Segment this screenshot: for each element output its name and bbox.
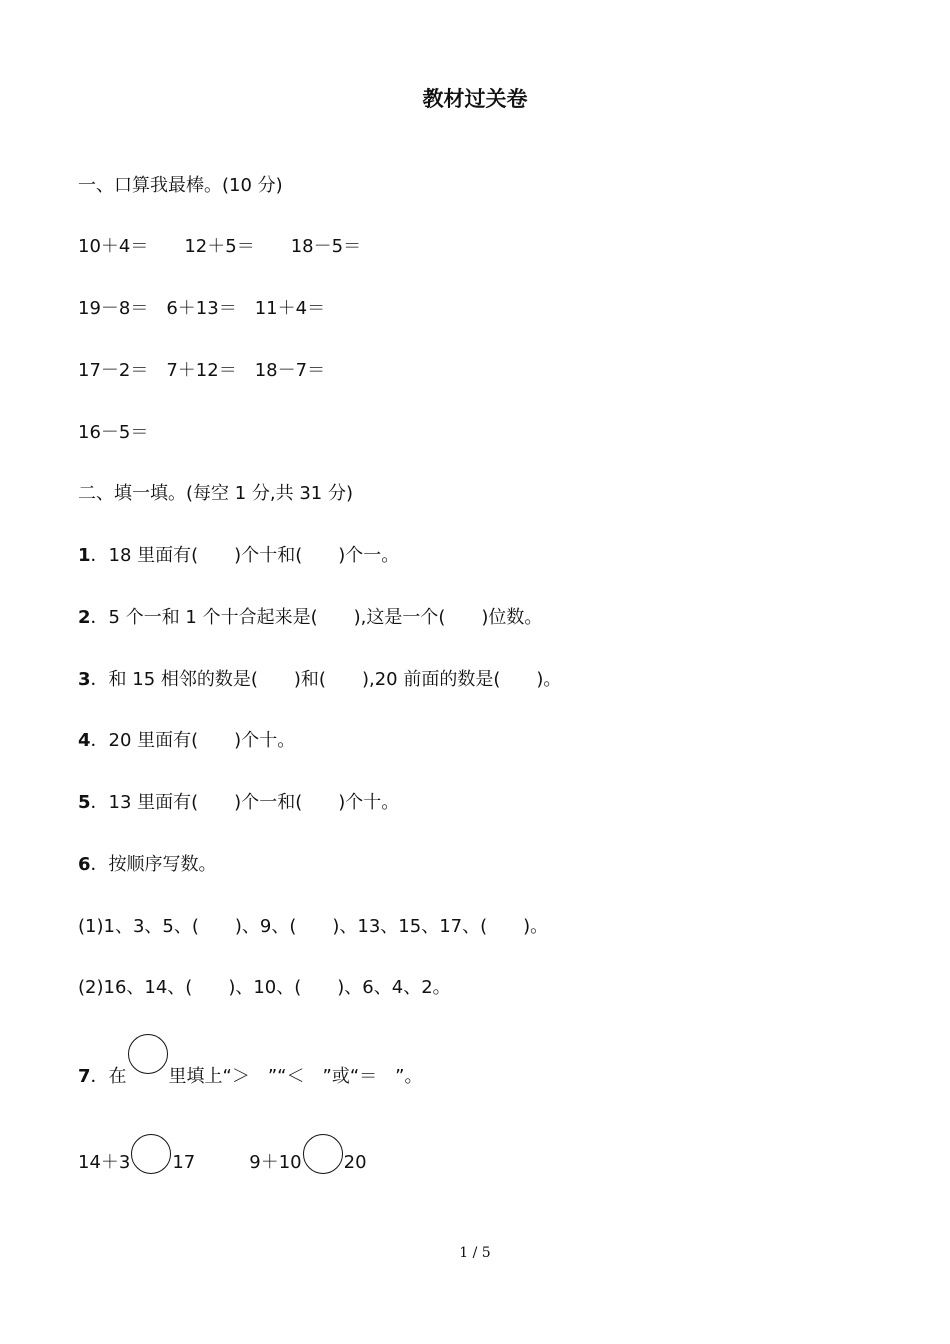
- calc-row-4: 16－5＝: [78, 422, 149, 443]
- comparison-a-left: 14＋3: [78, 1152, 131, 1173]
- question-3: [78, 667, 561, 693]
- question-text: ．5 个一和 1 个十合起来是( ),这是一个( )位数。: [90, 607, 543, 628]
- comparison-b-left: 9＋10: [249, 1152, 302, 1173]
- question-text: ．18 里面有( )个十和( )个一。: [90, 545, 400, 566]
- question-1: [78, 543, 399, 569]
- calc-row-3: 17－2＝ 7＋12＝ 18－7＝: [78, 360, 326, 381]
- question-number: 1: [78, 545, 91, 566]
- question-text: ．和 15 相邻的数是( )和( ),20 前面的数是( )。: [90, 669, 562, 690]
- comparison-b-right: 20: [343, 1152, 367, 1173]
- question-text-post: 里填上“＞ ”“＜ ”或“＝ ”。: [168, 1066, 423, 1087]
- question-7: [78, 1050, 422, 1090]
- question-4: [78, 728, 295, 754]
- question-5: [78, 790, 399, 816]
- question-6-part-1: (1)1、3、5、( )、9、( )、13、15、17、( )。: [78, 916, 549, 937]
- section1-heading: 一、口算我最棒。(10 分): [78, 175, 283, 196]
- comparison-row: [78, 1136, 367, 1176]
- question-text-pre: ．在: [90, 1066, 127, 1087]
- comparison-circle-icon: [128, 1034, 168, 1074]
- question-number: 3: [78, 669, 91, 690]
- question-number: 6: [78, 854, 91, 875]
- question-number: 2: [78, 607, 91, 628]
- page-number: 1 / 5: [459, 1245, 491, 1261]
- question-6-part-2: (2)16、14、( )、10、( )、6、4、2。: [78, 977, 451, 998]
- question-text: ．按顺序写数。: [90, 854, 217, 875]
- question-text: ．13 里面有( )个一和( )个十。: [90, 792, 400, 813]
- question-6: [78, 852, 217, 878]
- comparison-a-circle[interactable]: [131, 1134, 171, 1174]
- page-title: 教材过关卷: [422, 87, 528, 111]
- question-number: 4: [78, 730, 91, 751]
- calc-row-2: 19－8＝ 6＋13＝ 11＋4＝: [78, 298, 326, 319]
- calc-row-1: 10＋4＝ 12＋5＝ 18－5＝: [78, 236, 362, 257]
- comparison-b-circle[interactable]: [303, 1134, 343, 1174]
- question-number: 7: [78, 1066, 91, 1087]
- question-text: ．20 里面有( )个十。: [90, 730, 296, 751]
- question-number: 5: [78, 792, 91, 813]
- section2-heading: 二、填一填。(每空 1 分,共 31 分): [78, 483, 354, 504]
- question-2: [78, 605, 542, 631]
- comparison-a-right: 17: [172, 1152, 232, 1173]
